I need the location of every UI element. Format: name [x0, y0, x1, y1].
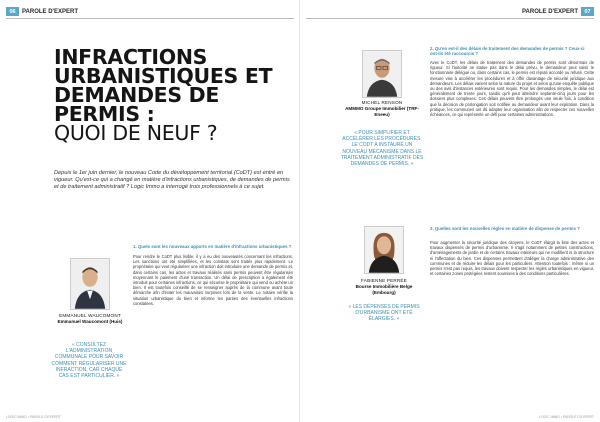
question-2: 2. Qu'en est-il des délais de traitement des demandes de permis ? Ceux-ci ont-ils été raccourcis ? [430, 46, 585, 57]
answer-1: Pour rendre le CoDT plus lisible, il y a eu des nouveautés concernant les infractions. Les sanctions ont été simplifiées, et les constats sont traités plus rapidement. Le propriétaire qui veut régulariser une infraction doit introduire une demande de permis et, dans certains cas, les actes et travaux réalisés sans permis peuvent être régularisés moyennant le paiement d'une transaction. Un délai de prescription a également été introduit pour certaines infractions, ce qui sécurise le propriétaire qui vend ou achète un bien. Il est toutefois conseillé de se renseigner auprès de la commune avant toute démarche afin d'éviter les mauvaises surprises lors de la vente. Le notaire vérifie la situation urbanistique du bien et informe les parties des éventuelles infractions constatées. [133, 254, 293, 306]
right-page [300, 0, 600, 422]
portrait-image [365, 227, 403, 273]
expert-role: AMMMO Groupe Immobilier (TRF-Eneeu) [345, 106, 419, 117]
portrait-image [71, 259, 109, 309]
left-page-number: 06 [6, 7, 19, 16]
left-footer: LOGIC IMMO • PAROLE D'EXPERT [6, 415, 61, 419]
right-footer: LOGIC IMMO • PAROLE D'EXPERT [539, 415, 594, 419]
left-section-label: PAROLE D'EXPERT [22, 8, 78, 15]
portrait-image [363, 51, 401, 97]
expert-caption-michel [344, 100, 420, 118]
expert-name: FABIENNE PERRÉE [361, 278, 407, 283]
expert-role: Emmanuel Waucomont (Huis) [57, 319, 123, 324]
article-title-light: QUOI DE NEUF ? [54, 121, 218, 145]
expert-quote-emmanuel: « CONSULTEZ L'ADMINISTRATION COMMUNALE POUR SAVOIR COMMENT RÉGULARISER UNE INFRACTION, CAR CHAQUE CAS EST PARTICULIER. » [51, 342, 127, 380]
article-title [54, 45, 294, 145]
article-title-bold: INFRACTIONS URBANISTIQUES ET DEMANDES DE PERMIS : [54, 45, 273, 126]
right-page-header [522, 7, 594, 16]
expert-quote-fabienne: « LES DÉPENSES DE PERMIS D'URBANISME ONT ÉTÉ ÉLARGIES. » [348, 304, 420, 323]
right-header-rule [306, 18, 594, 19]
expert-quote-michel: « POUR SIMPLIFIER ET ACCÉLÉRER LES PROCÉDURES, LE CODT A INSTAURÉ UN NOUVEAU MÉCANISME DANS LE TRAITEMENT ADMINISTRATIF DES DEMANDES DE PERMIS. » [340, 130, 424, 168]
expert-photo-michel [362, 50, 402, 98]
article-intro: Depuis le 1er juin dernier, le nouveau Code du développement territorial (CoDT) est entré en vigueur. Qu'est-ce qui a changé en matière d'infractions urbanistiques, de demandes de permis et de traitement administratif ? Logic Immo a interrogé trois professionnels à ce sujet. [54, 170, 290, 191]
expert-name: EMMANUEL WAUCOMONT [59, 313, 121, 318]
right-section-label: PAROLE D'EXPERT [522, 8, 578, 15]
answer-3: Pour augmenter la sécurité juridique des citoyens, le CoDT élargit la liste des actes et travaux dispensés de permis d'urbanisme. Il s'agit notamment de petites constructions, d'aménagements de jardin et de certains travaux intérieurs qui ne modifient ni la structure ni l'affectation du bien. Ces dispenses permettent d'alléger la charge administrative des communes et de réduire les délais pour les particuliers. Attention toutefois : même si un permis n'est pas requis, les travaux doivent respecter les règles urbanistiques en vigueur, et certaines zones protégées restent soumises à des conditions particulières. [430, 240, 594, 277]
expert-name: MICHEL RENSON [361, 100, 403, 105]
question-3: 3. Quelles sont les nouvelles règles en matière de dispense de permis ? [430, 226, 580, 231]
right-page-number: 07 [581, 7, 594, 16]
expert-caption-emmanuel [52, 313, 128, 325]
expert-photo-emmanuel [70, 258, 110, 310]
expert-photo-fabienne [364, 226, 404, 274]
answer-2: Avec le CoDT, les délais de traitement des demandes de permis sont désormais de rigueur. Si l'autorité ne statue pas dans le délai prévu, le demandeur peut saisir le fonctionnaire délégué ou, dans certains cas, le permis est réputé accordé ou refusé. Cette mesure vise à accélérer les procédures et à offrir davantage de sécurité juridique aux demandeurs. Les délais varient selon la nature du projet et selon qu'une enquête publique ou des avis d'instances extérieures sont requis. Pour les demandes simples, le délai est généralement de trente jours, tandis qu'il peut atteindre septante-cinq jours pour les dossiers plus complexes. Ces délais peuvent être prolongés une seule fois, à condition que la décision de prolongation soit notifiée au demandeur avant leur expiration. Dans la pratique, les communes ont dû adapter leur organisation afin de respecter ces nouvelles échéances, ce qui représente un défi pour certaines administrations. [430, 60, 594, 118]
question-1: 1. Quels sont les nouveaux apports en matière d'infractions urbanistiques ? [133, 244, 292, 249]
left-page-header [6, 7, 78, 16]
left-header-rule [6, 18, 294, 19]
expert-caption-fabienne [346, 278, 422, 296]
expert-role: Bourse Immobilière Belge (Embourg) [355, 284, 413, 295]
